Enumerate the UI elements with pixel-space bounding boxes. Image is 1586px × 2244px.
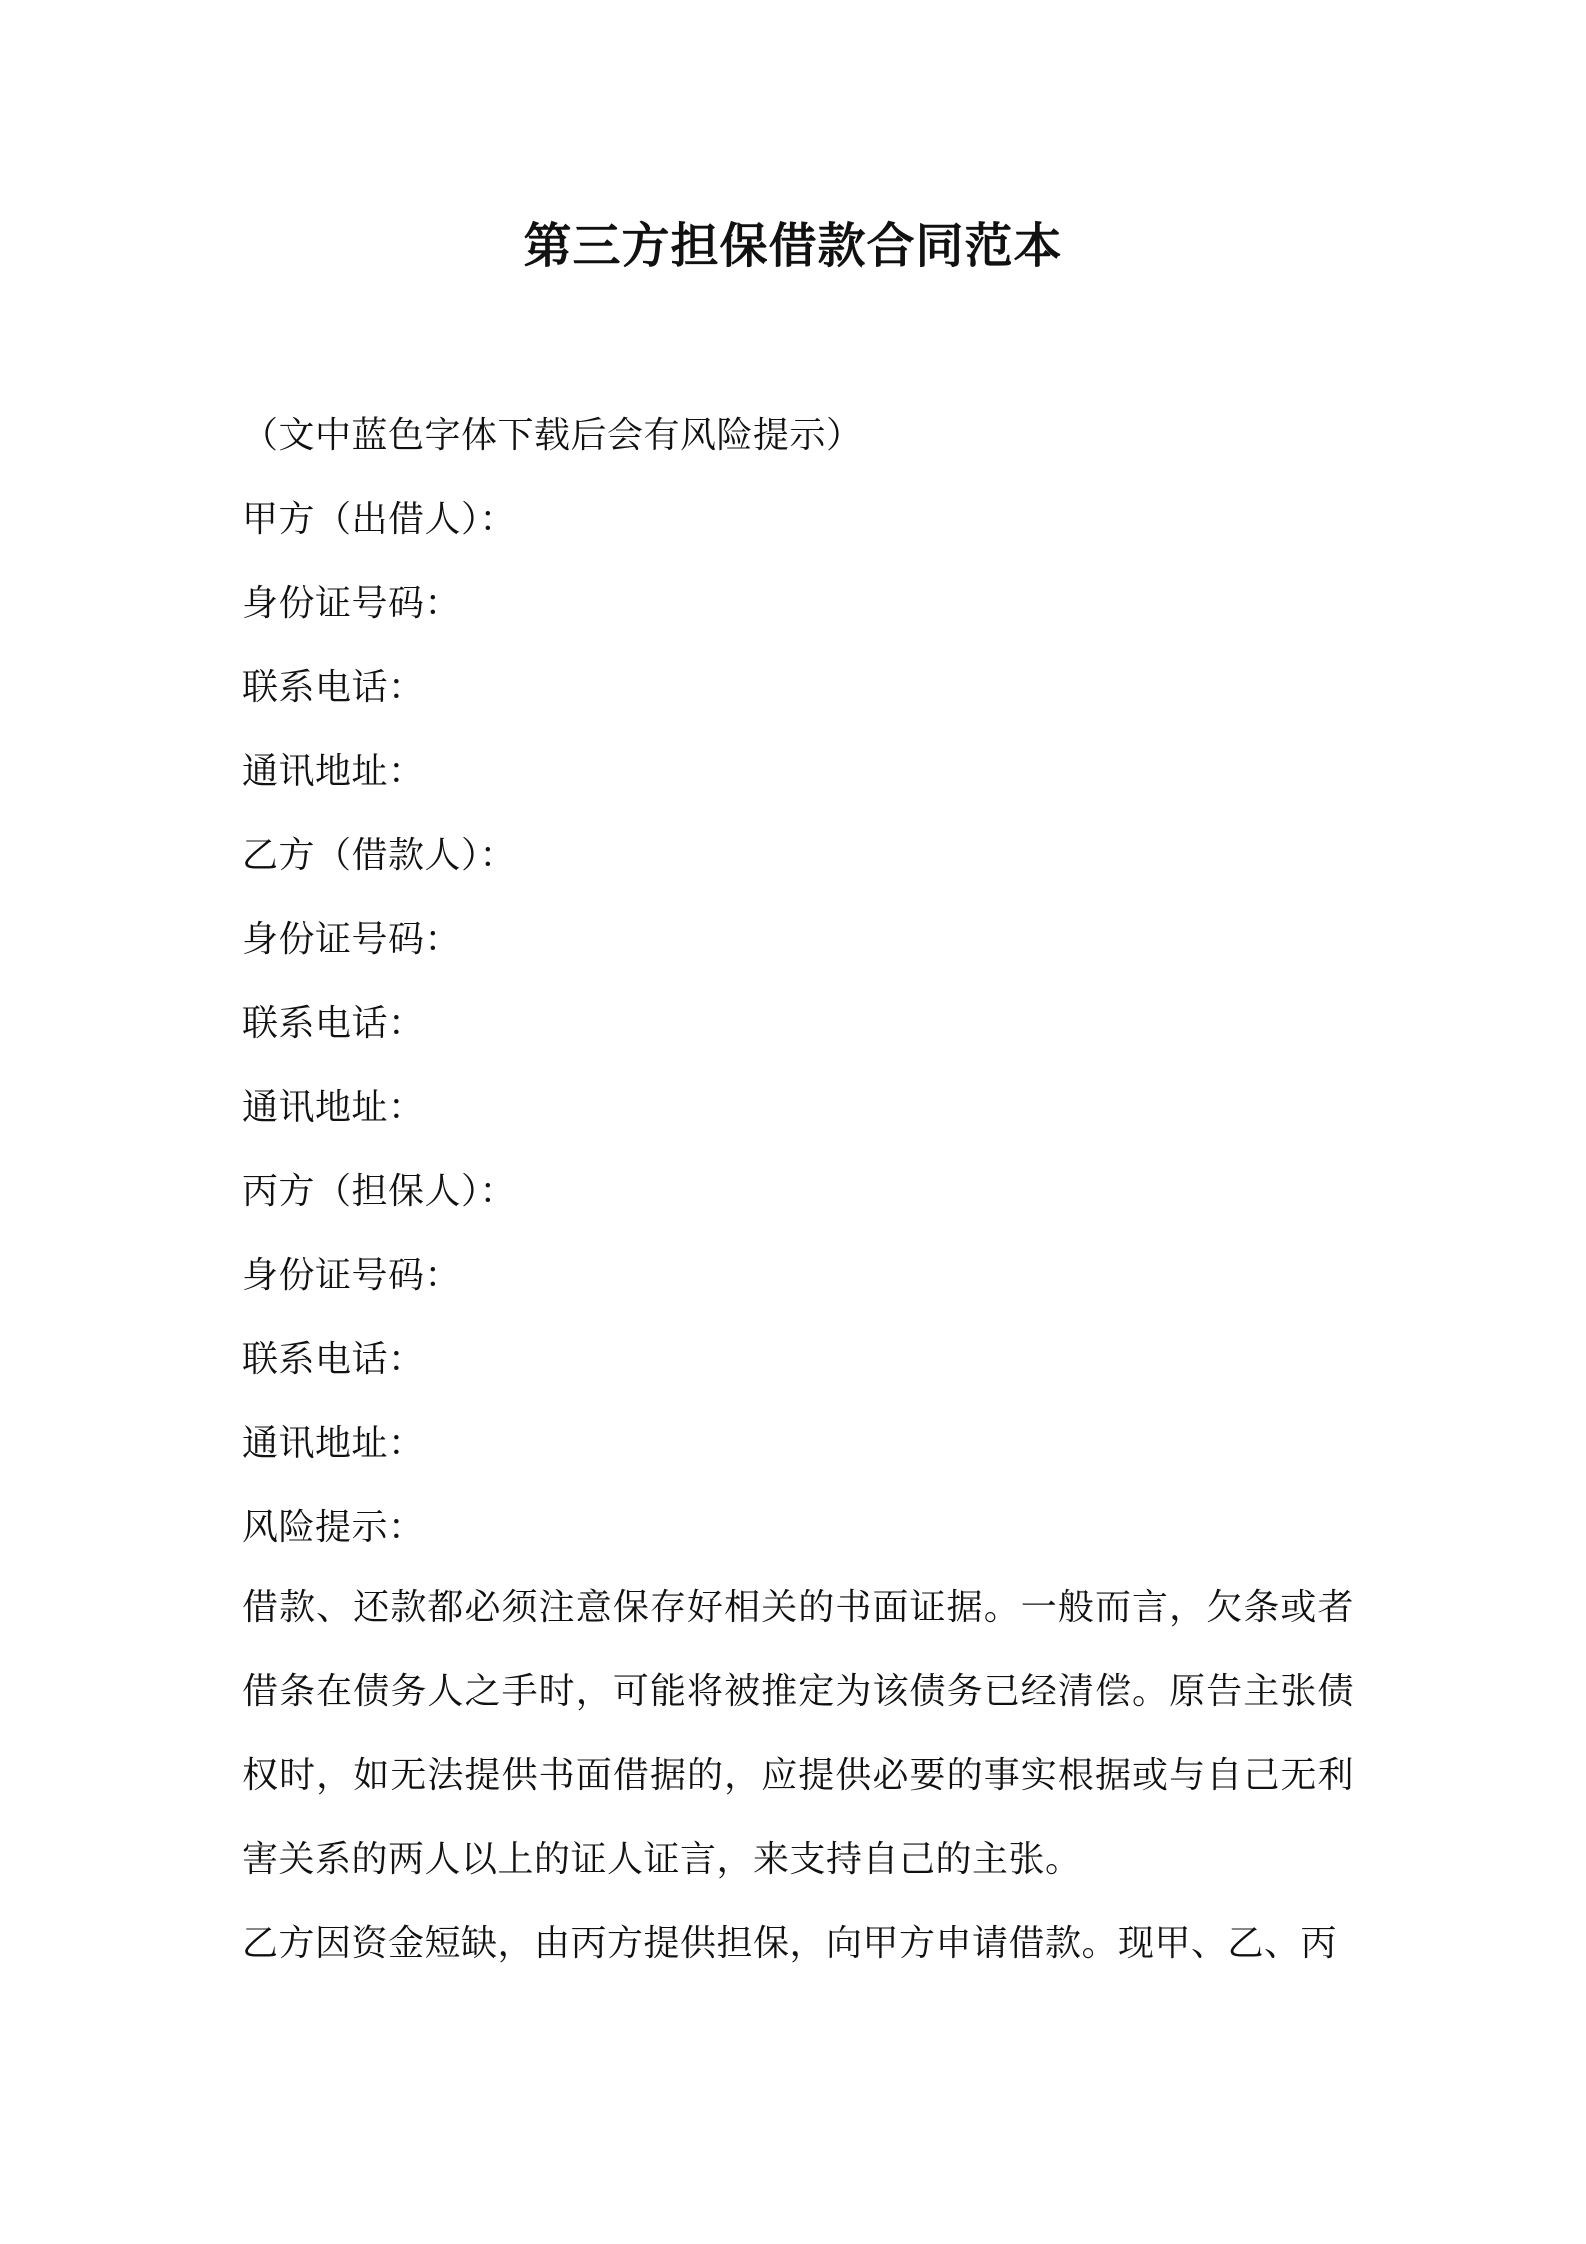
party-c-label: 丙方（担保人）： (242, 1171, 517, 1212)
party-b-label: 乙方（借款人）： (242, 835, 517, 876)
party-c-address-label: 通讯地址： (242, 1423, 425, 1464)
party-a-phone-label: 联系电话： (242, 667, 425, 708)
party-a-address-label: 通讯地址： (242, 751, 425, 792)
party-c-phone-label: 联系电话： (242, 1339, 425, 1380)
party-c-id-label: 身份证号码： (242, 1255, 462, 1296)
risk-paragraph: 借款、还款都必须注意保存好相关的书面证据。一般而言，欠条或者借条在债务人之手时，可能将被推定为该债务已经清偿。原告主张债权时，如无法提供书面借据的，应提供必要的事实根据或与自己无利害关系的两人以上的证人证言，来支持自己的主张。 (242, 1587, 1354, 1880)
document-title: 第三方担保借款合同范本 (523, 218, 1063, 274)
party-b-address-label: 通讯地址： (242, 1087, 425, 1128)
intro-paragraph: 乙方因资金短缺，由丙方提供担保，向甲方申请借款。现甲、乙、丙 (242, 1923, 1338, 1964)
party-a-id-label: 身份证号码： (242, 583, 462, 624)
party-b-phone-label: 联系电话： (242, 1003, 425, 1044)
party-b-id-label: 身份证号码： (242, 919, 462, 960)
party-a-label: 甲方（出借人）： (242, 499, 517, 540)
blue-font-note: （文中蓝色字体下载后会有风险提示） (242, 415, 863, 456)
risk-heading: 风险提示： (242, 1507, 425, 1548)
